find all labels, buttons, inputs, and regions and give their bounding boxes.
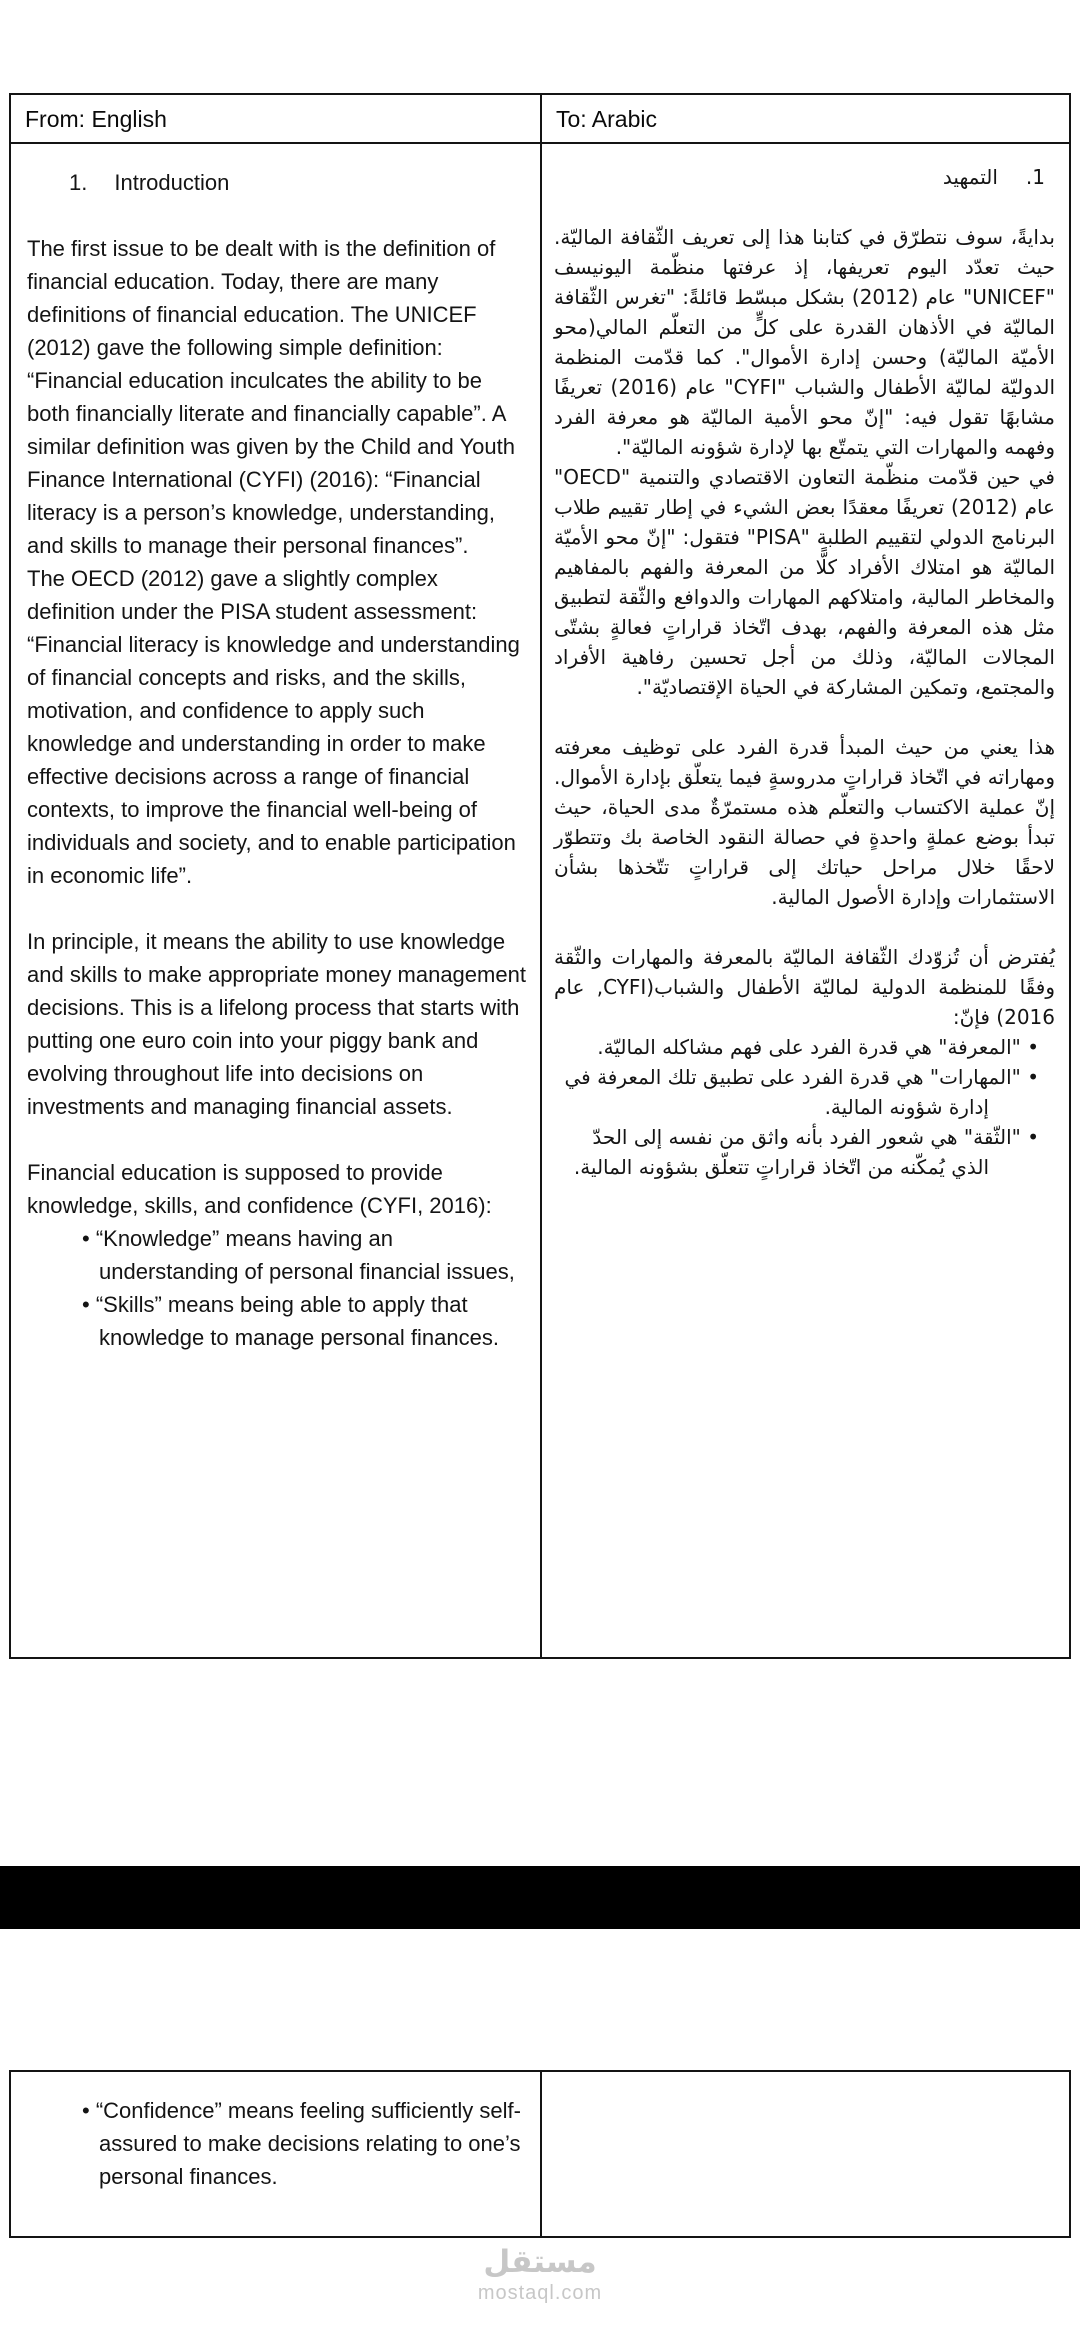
table-body-row (11, 144, 1069, 1657)
arabic-paragraph: بدايةً، سوف نتطرّق في كتابنا هذا إلى تعريف الثّقافة الماليّة. حيث تعدّد اليوم تعريفها، إذ عرفتها منظّمة اليونيسف "UNICEF" عام (2012) بشكل مبسّط قائلةً: "تغرس الثّقافة الماليّة في الأذهان القدرة على كلٍّ من التعلّم المالي(محو الأميّة الماليّة) وحسن إدارة الأموال". كما قدّمت المنظمة الدوليّة لماليّة الأطفال والشباب "CYFI" عام (2016) تعريفًا مشابهًا تقول فيه: "إنّ محو الأمية الماليّة هو معرفة الفرد وفهمه والمهارات التي يتمتّع بها لإدارة شؤونه الماليّة". (554, 225, 1055, 459)
arabic-paragraph: في حين قدّمت منظّمة التعاون الاقتصادي والتنمية "OECD" عام (2012) تعريفًا معقدًا بعض الشيء في إطار تقييم طلاب البرنامج الدولي لتقييم الطلبة "PISA" فتقول: "إنّ محو الأميّة الماليّة هو امتلاك الأفراد كلًّا من المعرفة والفهم بالمفاهيم والمخاطر المالية، وامتلاكهم المهارات والدوافع والثّقة لتطبيق مثل هذه المعرفة والفهم، بهدف اتّخاذ قراراتٍ فعالةٍ بشتّى المجالات الماليّة، وذلك من أجل تحسين رفاهية الأفراد والمجتمع، وتمكين المشاركة في الحياة الإقتصاديّة". (554, 465, 1056, 699)
mostaql-watermark (0, 2244, 1080, 2306)
english-column-continued (11, 2072, 540, 2236)
arabic-bullet-item: • "الثّقة" هي شعور الفرد بأنه واثق من نفسه إلى الحدّ الذي يُمكّنه من اتّخاذ قراراتٍ تتعلّق بشؤونه المالية. (573, 1125, 1039, 1179)
table-header-row (11, 95, 1069, 144)
english-paragraph: The first issue to be dealt with is the definition of financial education. Today, there are many definitions of financial education. The UNICEF (2012) gave the following simple definition: “Financial education inculcates the ability to be both financially literate and financially capable”. A similar definition was given by the Child and Youth Finance International (CYFI) (2016): “Financial literacy is a person’s knowledge, understanding, and skills to manage their personal finances”. (27, 236, 515, 558)
arabic-bullet-item: • "المهارات" هي قدرة الفرد على تطبيق تلك المعرفة في إدارة شؤونه المالية. (564, 1065, 1039, 1119)
mostaql-logo-text: مستقل (483, 2244, 597, 2280)
arabic-column-continued-empty (540, 2072, 1069, 2236)
english-paragraph: The OECD (2012) gave a slightly complex definition under the PISA student assessment: “Financial literacy is knowledge and understanding of financial concepts and risks, and the skills, motivation, and confidence to apply such knowledge and understanding in order to make effective decisions across a range of financial contexts, to improve the financial well-being of individuals and society, and to enable participation in economic life”. (27, 566, 520, 888)
english-column (11, 144, 540, 1657)
english-paragraph: Financial education is supposed to provide knowledge, skills, and confidence (CYFI, 2016): (27, 1160, 492, 1218)
arabic-heading-label: التمهيد (942, 165, 998, 189)
english-content (11, 144, 540, 1354)
english-bullet-item: • “Skills” means being able to apply that knowledge to manage personal finances. (82, 1292, 499, 1350)
english-bullet-item: • “Confidence” means feeling sufficiently self-assured to make decisions relating to one’s personal finances. (82, 2098, 521, 2189)
target-language-header: To: Arabic (540, 95, 1069, 142)
page-break-bar (0, 1866, 1080, 1929)
english-paragraph: In principle, it means the ability to use knowledge and skills to make appropriate money management decisions. This is a lifelong process that starts with putting one euro coin into your piggy bank and evolving throughout life into decisions on investments and managing financial assets. (27, 929, 526, 1119)
table-body-row (11, 2072, 1069, 2236)
mostaql-domain-text: mostaql.com (477, 2282, 603, 2304)
arabic-paragraph: يُفترض أن تُزوّدك الثّقافة الماليّة بالمعرفة والمهارات والثّقة وفقًا للمنظمة الدولية لماليّة الأطفال والشباب(CYFI, عام 2016) فإنّ: (554, 945, 1055, 1029)
arabic-heading-number: .1 (1025, 165, 1045, 189)
arabic-content (542, 144, 1069, 1182)
arabic-paragraph: هذا يعني من حيث المبدأ قدرة الفرد على توظيف معرفته ومهاراته في اتّخاذ قراراتٍ مدروسةٍ فيما يتعلّق بإدارة الأموال. إنّ عملية الاكتساب والتعلّم هذه مستمرّةٌ مدى الحياة، حيث تبدأ بوضع عملةٍ واحدةٍ في حصالة النقود الخاصة بك وتتطوّر لاحقًا خلال مراحل حياتك إلى قراراتٍ تتّخذها بشأن الاستثمارات وإدارة الأصول المالية. (554, 735, 1055, 909)
english-heading-number: 1. (69, 170, 88, 195)
arabic-column (540, 144, 1069, 1657)
english-content-continued (11, 2072, 540, 2193)
translation-table-continued (9, 2070, 1071, 2238)
arabic-section-heading (554, 162, 1055, 192)
english-bullet-item: • “Knowledge” means having an understanding of personal financial issues, (82, 1226, 515, 1284)
english-heading-label: Introduction (114, 170, 230, 195)
arabic-bullet-item: • "المعرفة" هي قدرة الفرد على فهم مشاكله الماليّة. (597, 1035, 1039, 1059)
english-section-heading (27, 166, 526, 199)
source-language-header: From: English (25, 106, 167, 132)
translation-table (9, 93, 1071, 1659)
